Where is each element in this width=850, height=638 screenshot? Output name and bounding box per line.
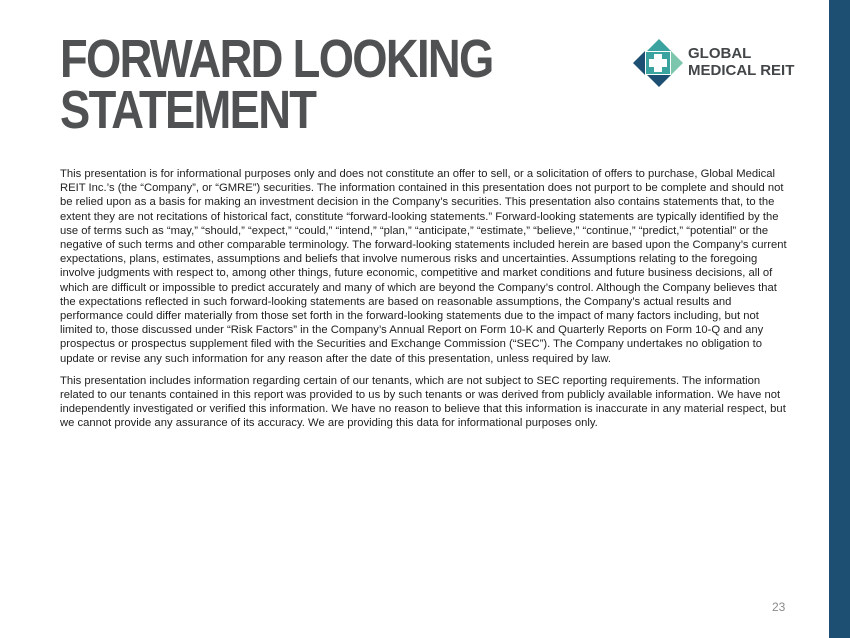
logo-text-line-2: MEDICAL REIT — [688, 62, 795, 79]
side-accent-bar — [829, 0, 850, 638]
plus-cross-diamond-icon — [633, 39, 683, 87]
logo-text-line-1: GLOBAL — [688, 45, 752, 62]
logo-wordmark — [688, 45, 794, 79]
page-title-line-2: STATEMENT — [60, 80, 316, 140]
page-number: 23 — [772, 600, 786, 614]
statement-paragraph-2: This presentation includes information regarding certain of our tenants, which are not subject to SEC reporting requirements. The information related to our tenants contained in this report was provided to us by such tenants or was derived from publicly available information. We have not independently investigated or verified this information. We have no reason to believe that this information is inaccurate in any material respect, but we cannot provide any assurance of its accuracy. We are providing this data for informational purposes only. — [60, 374, 786, 430]
page-title — [60, 29, 493, 140]
page-title-line-1: FORWARD LOOKING — [60, 29, 493, 89]
statement-paragraph-1: This presentation is for informational purposes only and does not constitute an offer to sell, or a solicitation of offers to purchase, Global Medical REIT Inc.’s (the “Company”, or “GMRE”) securities. The information contained in this presentation does not purport to be complete and should not be relied upon as a basis for making an investment decision in the Company’s securities. This presentation also contains statements that, to the extent they are not recitations of historical fact, constitute “forward-looking statements.” Forward-looking statements are typically identified by the use of terms such as “may,” “should,” “expect,” “could,” “intend,” “plan,” “anticipate,” “estimate,” “believe,” “continue,” “predict,” “potential” or the negative of such terms and other comparable terminology. The forward-looking statements included herein are based upon the Company’s current expectations, plans, estimates, assumptions and beliefs that involve numerous risks and uncertainties. Assumptions relating to the foregoing involve judgments with respect to, among other things, future economic, competitive and market conditions and future business decisions, all of which are difficult or impossible to predict accurately and many of which are beyond the Company’s control. Although the Company believes that the expectations reflected in such forward-looking statements are based on reasonable assumptions, the Company’s actual results and performance could differ materially from those set forth in the forward-looking statements due to the impact of many factors including, but not limited to, those discussed under “Risk Factors” in the Company’s Annual Report on Form 10-K and Quarterly Reports on Form 10-Q and any prospectus or prospectus supplement filed with the Securities and Exchange Commission (“SEC”). The Company undertakes no obligation to update or revise any such information for any reason after the date of this presentation, unless required by law. — [60, 168, 787, 365]
statement-body — [60, 167, 792, 439]
company-logo — [633, 39, 803, 87]
